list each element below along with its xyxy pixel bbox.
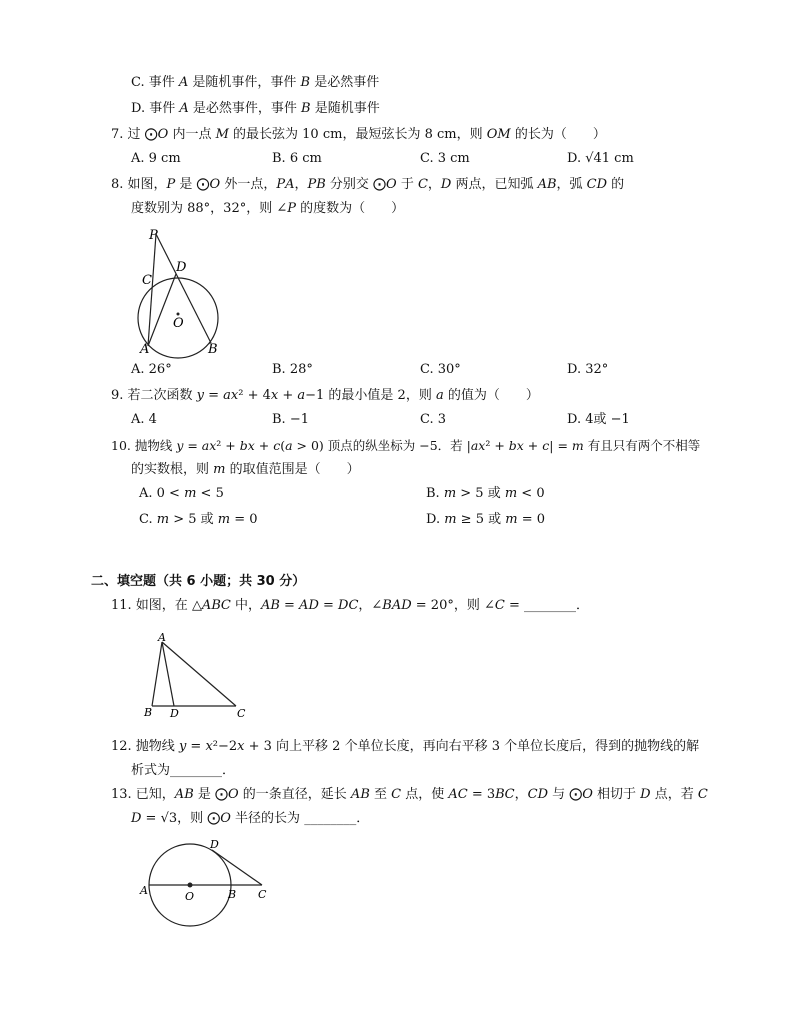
q10-option-b: B. 𝑚 > 5 或 𝑚 < 0	[426, 486, 545, 501]
q13-label-b: B	[228, 888, 237, 901]
q13-label-a: A	[140, 884, 148, 897]
q8-option-c: C. 30°	[420, 362, 461, 377]
q8-stem-line2: 度数别为 88°，32°，则 ∠𝑃 的度数为（ ）	[131, 201, 405, 216]
q7-option-a: A. 9 cm	[131, 151, 181, 166]
q10-option-a: A. 0 < 𝑚 < 5	[139, 486, 224, 501]
q11-line-ab	[152, 642, 162, 706]
q8-label-a: A	[140, 342, 150, 357]
q13-line-cd	[212, 850, 262, 885]
q6-option-c: C. 事件 𝐴 是随机事件，事件 𝐵 是必然事件	[131, 75, 380, 90]
q8-option-b: B. 28°	[272, 362, 313, 377]
q9-stem: 9. 若二次函数 𝑦 = 𝑎𝑥² + 4𝑥 + 𝑎−1 的最小值是 2，则 𝑎 的值为（ ）	[111, 388, 539, 403]
q13-stem-line2: 𝐷 = √3，则 ⨀𝑂 半径的长为 ________．	[131, 811, 370, 826]
q7-option-b: B. 6 cm	[272, 151, 322, 166]
q13-stem-line1: 13. 已知，𝐴𝐵 是 ⨀𝑂 的一条直径，延长 𝐴𝐵 至 𝐶 点，使 𝐴𝐶 = 3𝐵𝐶，𝐶𝐷 与 ⨀𝑂 相切于 𝐷 点，若 𝐶	[111, 787, 708, 802]
q8-stem-line1: 8. 如图，𝑃 是 ⨀𝑂 外一点，𝑃𝐴，𝑃𝐵 分别交 ⨀𝑂 于 𝐶，𝐷 两点，已知弧 𝐴𝐵，弧 𝐶𝐷 的	[111, 177, 625, 192]
q8-label-b: B	[208, 342, 218, 357]
q10-stem-line1: 10. 抛物线 𝑦 = 𝑎𝑥² + 𝑏𝑥 + 𝑐(𝑎 > 0) 顶点的纵坐标为 −5．若 |𝑎𝑥² + 𝑏𝑥 + 𝑐| = 𝑚 有且只有两个不相等	[111, 438, 701, 453]
q13-center-dot	[188, 883, 193, 888]
q6-option-d: D. 事件 𝐴 是必然事件，事件 𝐵 是随机事件	[131, 101, 380, 116]
section-2-title: 二、填空题（共 6 小题；共 30 分）	[91, 574, 306, 589]
q8-option-d: D. 32°	[567, 362, 609, 377]
q10-option-d: D. 𝑚 ≥ 5 或 𝑚 = 0	[426, 512, 545, 527]
q11-figure	[140, 632, 250, 722]
q8-figure	[136, 226, 236, 356]
q7-option-d: D. √41 cm	[567, 151, 634, 166]
q8-label-d: D	[176, 260, 187, 275]
q10-option-c: C. 𝑚 > 5 或 𝑚 = 0	[139, 512, 258, 527]
q11-line-ac	[162, 642, 236, 706]
q13-label-c: C	[258, 888, 267, 901]
q9-option-a: A. 4	[131, 412, 157, 427]
q11-label-c: C	[237, 707, 246, 720]
q7-option-c: C. 3 cm	[420, 151, 470, 166]
q7-stem: 7. 过 ⨀𝑂 内一点 𝑀 的最长弦为 10 cm，最短弦长为 8 cm，则 𝑂𝑀 的长为（ ）	[111, 127, 606, 142]
q12-stem-line1: 12. 抛物线 𝑦 = 𝑥²−2𝑥 + 3 向上平移 2 个单位长度，再向右平移 3 个单位长度后，得到的抛物线的解	[111, 739, 700, 754]
q13-label-o: O	[185, 890, 195, 903]
q9-option-b: B. −1	[272, 412, 309, 427]
q8-label-c: C	[142, 273, 152, 288]
q9-option-d: D. 4或 −1	[567, 412, 630, 427]
q9-option-c: C. 3	[420, 412, 447, 427]
q10-stem-line2: 的实数根，则 𝑚 的取值范围是（ ）	[131, 462, 360, 477]
q11-label-d: D	[170, 707, 179, 720]
q13-label-d: D	[210, 838, 219, 851]
q13-figure	[140, 838, 280, 918]
q11-stem: 11. 如图，在 △𝐴𝐵𝐶 中，𝐴𝐵 = 𝐴𝐷 = 𝐷𝐶，∠𝐵𝐴𝐷 = 20°，则 ∠𝐶 = ________．	[111, 598, 589, 613]
q11-label-a: A	[158, 631, 166, 644]
q12-stem-line2: 析式为________．	[131, 763, 236, 778]
q8-option-a: A. 26°	[131, 362, 172, 377]
q8-label-o: O	[173, 316, 184, 331]
q8-label-p: P	[149, 228, 158, 243]
q11-label-b: B	[144, 706, 153, 719]
